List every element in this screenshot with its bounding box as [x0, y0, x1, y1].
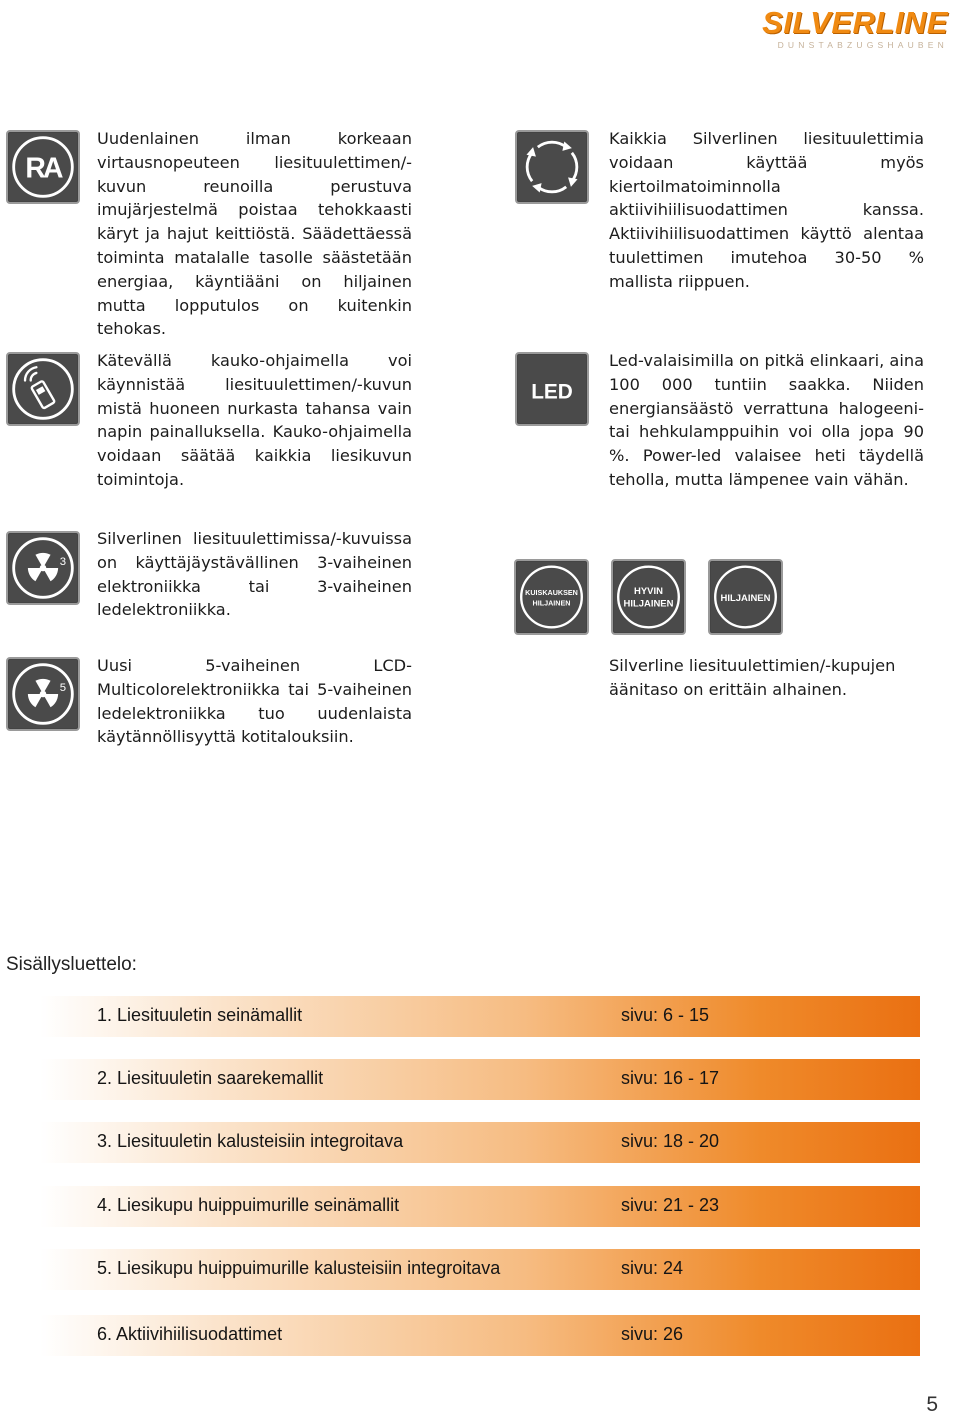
svg-text:3: 3 — [59, 556, 67, 569]
toc-row-pages: sivu: 21 - 23 — [621, 1195, 720, 1215]
toc-row-pages: sivu: 16 - 17 — [621, 1068, 720, 1088]
toc-row-title: 2. Liesituuletin saarekemallit — [97, 1068, 324, 1088]
toc-row-title: 4. Liesikupu huippuimurille seinämallit — [97, 1195, 400, 1215]
svg-text:HILJAINEN: HILJAINEN — [532, 598, 571, 608]
quiet-badge-icon — [708, 559, 783, 635]
toc-row-pages: sivu: 24 — [621, 1258, 684, 1278]
remote-control-icon — [6, 352, 80, 426]
toc-row-title: 5. Liesikupu huippuimurille kalusteisiin integroitava — [97, 1258, 501, 1278]
toc-row-title: 3. Liesituuletin kalusteisiin integroitava — [97, 1131, 404, 1151]
three-speed-description: Silverlinen liesituulettimissa/-kuvuissa on käyttäjäystävällinen 3-vaiheinen elektroniikka tai 3-vaiheinen ledelektroniikka. — [97, 529, 412, 620]
led-description: Led-valaisimilla on pitkä elinkaari, aina 100 000 tuntiin saakka. Niiden energiansäästö verrattuna halogeeni- tai hehkulamppuihin voi olla jopa 90 %. Power-led valaisee heti täydellä teholla, mutta lämpenee vain vähän. — [609, 351, 924, 489]
svg-text:HILJAINEN: HILJAINEN — [720, 592, 771, 604]
logo-brand: SILVERLINE — [762, 5, 948, 40]
five-speed-description: Uusi 5-vaiheinen LCD-Multicolorelektroniikka tai 5-vaiheinen ledelektroniikka tuo uudenlaista käytännöllisyyttä kotitalouksiin. — [97, 656, 412, 747]
remote-description: Kätevällä kauko-ohjaimella voi käynnistää liesituulettimen/-kuvun mistä huoneen nurkasta tahansa vain napin painalluksella. Kauko-ohjaimella voidaan säätää kaikkia liesikuvun toimintoja. — [97, 351, 412, 489]
toc-row-pages: sivu: 6 - 15 — [621, 1005, 710, 1025]
silverline-logo — [728, 6, 948, 50]
svg-text:KUISKAUKSEN: KUISKAUKSEN — [525, 588, 578, 598]
toc-row-title: 1. Liesituuletin seinämallit — [97, 1005, 303, 1025]
toc-row-pages: sivu: 26 — [621, 1324, 684, 1344]
toc-row — [40, 996, 920, 1037]
ra-description: Uudenlainen ilman korkeaan virtausnopeuteen liesituulettimen/-kuvun reunoilla perustuva imujärjestelmä poistaa tehokkaasti käryt ja hajut keittiöstä. Säädettäessä toiminta matalalle tasolle säästetään energiaa, käyntiääni on hiljainen mutta lopputulos on kuitenkin tehokas. — [97, 129, 412, 339]
svg-text:LED: LED — [531, 380, 573, 404]
svg-text:5: 5 — [59, 682, 67, 695]
svg-text:RA: RA — [25, 152, 61, 185]
very-quiet-badge-icon — [611, 559, 686, 635]
page-number: 5 — [926, 1393, 938, 1416]
ra-airflow-icon — [6, 130, 80, 204]
toc-row-title: 6. Aktiivihiilisuodattimet — [97, 1324, 283, 1344]
fan-3-speed-icon — [6, 531, 80, 605]
noise-description: Silverline liesituulettimien/-kupujen äänitaso on erittäin alhainen. — [609, 656, 896, 699]
toc-row — [40, 1122, 920, 1163]
toc-title: Sisällysluettelo: — [6, 954, 137, 975]
fan-5-speed-icon — [6, 657, 80, 731]
extra-quiet-badge-icon — [514, 559, 589, 635]
led-icon — [515, 352, 589, 426]
toc-row — [40, 1249, 920, 1290]
logo-subtitle: DUNSTABZUGSHAUBEN — [777, 40, 948, 50]
toc-row — [40, 1059, 920, 1100]
recirculation-icon — [515, 130, 589, 204]
toc-row-pages: sivu: 18 - 20 — [621, 1131, 720, 1151]
svg-text:HYVIN: HYVIN — [634, 586, 663, 598]
toc-row — [40, 1186, 920, 1227]
svg-text:HILJAINEN: HILJAINEN — [623, 598, 674, 610]
recirculation-description: Kaikkia Silverlinen liesituulettimia voidaan käyttää myös kiertoilmatoiminnolla aktiivihiilisuodattimen kanssa. Aktiivihiilisuodattimen käyttö alentaa tuulettimen imutehoa 30-50 % mallista riippuen. — [609, 129, 924, 291]
toc-row — [40, 1315, 920, 1356]
